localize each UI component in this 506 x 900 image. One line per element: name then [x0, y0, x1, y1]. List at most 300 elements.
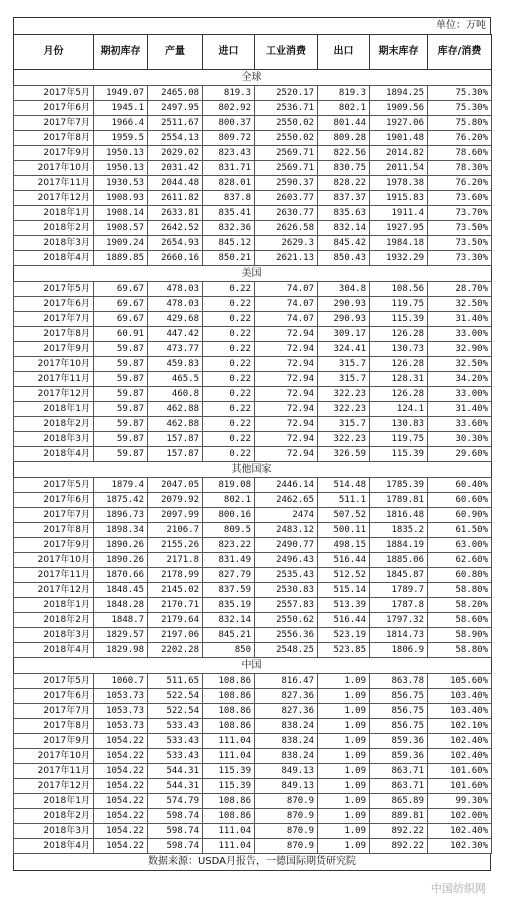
month-cell: 2017年6月	[14, 297, 94, 312]
value-cell: 837.59	[203, 583, 255, 598]
value-cell: 103.40%	[428, 704, 492, 719]
value-cell: 115.39	[203, 764, 255, 779]
value-cell: 76.20%	[428, 131, 492, 146]
table-row	[14, 794, 492, 809]
value-cell: 831.49	[203, 553, 255, 568]
value-cell: 1.09	[318, 749, 370, 764]
value-cell: 60.91	[94, 327, 148, 342]
value-cell: 870.9	[255, 824, 318, 839]
value-cell: 2621.13	[255, 251, 318, 266]
unit-label: 单位：万吨	[13, 17, 491, 34]
value-cell: 1848.45	[94, 583, 148, 598]
value-cell: 800.37	[203, 116, 255, 131]
value-cell: 809.5	[203, 523, 255, 538]
value-cell: 33.00%	[428, 327, 492, 342]
value-cell: 1927.95	[370, 221, 428, 236]
value-cell: 72.94	[255, 402, 318, 417]
value-cell: 99.30%	[428, 794, 492, 809]
month-cell: 2018年2月	[14, 613, 94, 628]
value-cell: 892.22	[370, 824, 428, 839]
month-cell: 2017年12月	[14, 779, 94, 794]
value-cell: 32.50%	[428, 357, 492, 372]
section-title: 全球	[14, 70, 492, 86]
value-cell: 835.19	[203, 598, 255, 613]
header-production: 产量	[148, 35, 203, 70]
value-cell: 838.24	[255, 734, 318, 749]
value-cell: 849.13	[255, 779, 318, 794]
value-cell: 2590.37	[255, 176, 318, 191]
value-cell: 29.60%	[428, 447, 492, 462]
value-cell: 1054.22	[94, 764, 148, 779]
value-cell: 2535.43	[255, 568, 318, 583]
value-cell: 75.30%	[428, 101, 492, 116]
month-cell: 2018年4月	[14, 251, 94, 266]
month-cell: 2018年4月	[14, 643, 94, 658]
value-cell: 34.20%	[428, 372, 492, 387]
value-cell: 859.36	[370, 734, 428, 749]
table-row	[14, 523, 492, 538]
value-cell: 2474	[255, 508, 318, 523]
value-cell: 859.36	[370, 749, 428, 764]
table-row	[14, 176, 492, 191]
value-cell: 1787.8	[370, 598, 428, 613]
value-cell: 1789.7	[370, 583, 428, 598]
value-cell: 2202.28	[148, 643, 203, 658]
value-cell: 1835.2	[370, 523, 428, 538]
header-exports: 出口	[318, 35, 370, 70]
month-cell: 2017年11月	[14, 764, 94, 779]
value-cell: 801.44	[318, 116, 370, 131]
value-cell: 108.86	[203, 689, 255, 704]
value-cell: 322.23	[318, 432, 370, 447]
value-cell: 511.65	[148, 674, 203, 689]
month-cell: 2018年2月	[14, 221, 94, 236]
value-cell: 523.19	[318, 628, 370, 643]
value-cell: 856.75	[370, 689, 428, 704]
month-cell: 2017年10月	[14, 749, 94, 764]
value-cell: 1909.24	[94, 236, 148, 251]
table-row	[14, 191, 492, 206]
value-cell: 315.7	[318, 357, 370, 372]
value-cell: 0.22	[203, 387, 255, 402]
value-cell: 1.09	[318, 839, 370, 854]
month-cell: 2017年12月	[14, 387, 94, 402]
value-cell: 837.8	[203, 191, 255, 206]
section-title: 美国	[14, 266, 492, 282]
value-cell: 1.09	[318, 689, 370, 704]
value-cell: 72.94	[255, 372, 318, 387]
table-row	[14, 719, 492, 734]
section-row	[14, 266, 492, 282]
table-row	[14, 628, 492, 643]
month-cell: 2017年10月	[14, 161, 94, 176]
table-row	[14, 689, 492, 704]
table-row	[14, 236, 492, 251]
month-cell: 2017年8月	[14, 327, 94, 342]
value-cell: 1894.25	[370, 86, 428, 101]
value-cell: 59.87	[94, 432, 148, 447]
table-row	[14, 161, 492, 176]
value-cell: 478.03	[148, 282, 203, 297]
month-cell: 2017年5月	[14, 478, 94, 493]
value-cell: 850.21	[203, 251, 255, 266]
table-row	[14, 116, 492, 131]
month-cell: 2018年1月	[14, 206, 94, 221]
value-cell: 322.23	[318, 387, 370, 402]
value-cell: 102.40%	[428, 824, 492, 839]
value-cell: 2097.99	[148, 508, 203, 523]
month-cell: 2017年10月	[14, 553, 94, 568]
value-cell: 849.13	[255, 764, 318, 779]
value-cell: 103.40%	[428, 689, 492, 704]
value-cell: 72.94	[255, 447, 318, 462]
value-cell: 823.22	[203, 538, 255, 553]
value-cell: 0.22	[203, 342, 255, 357]
value-cell: 73.70%	[428, 206, 492, 221]
month-cell: 2017年7月	[14, 116, 94, 131]
value-cell: 108.86	[203, 794, 255, 809]
value-cell: 1054.22	[94, 734, 148, 749]
table-row	[14, 493, 492, 508]
value-cell: 460.8	[148, 387, 203, 402]
value-cell: 2536.71	[255, 101, 318, 116]
value-cell: 870.9	[255, 839, 318, 854]
value-cell: 33.60%	[428, 417, 492, 432]
value-cell: 856.75	[370, 719, 428, 734]
header-ending-stock: 期末库存	[370, 35, 428, 70]
value-cell: 78.30%	[428, 161, 492, 176]
month-cell: 2018年1月	[14, 402, 94, 417]
value-cell: 2569.71	[255, 146, 318, 161]
value-cell: 73.50%	[428, 236, 492, 251]
value-cell: 598.74	[148, 824, 203, 839]
value-cell: 2179.64	[148, 613, 203, 628]
value-cell: 157.87	[148, 432, 203, 447]
month-cell: 2018年1月	[14, 598, 94, 613]
value-cell: 2642.52	[148, 221, 203, 236]
value-cell: 105.60%	[428, 674, 492, 689]
table-row	[14, 327, 492, 342]
value-cell: 515.14	[318, 583, 370, 598]
value-cell: 816.47	[255, 674, 318, 689]
value-cell: 102.40%	[428, 749, 492, 764]
value-cell: 322.23	[318, 402, 370, 417]
value-cell: 544.31	[148, 764, 203, 779]
month-cell: 2017年10月	[14, 357, 94, 372]
value-cell: 1053.73	[94, 689, 148, 704]
value-cell: 819.08	[203, 478, 255, 493]
table-row	[14, 387, 492, 402]
value-cell: 827.36	[255, 689, 318, 704]
value-cell: 498.15	[318, 538, 370, 553]
value-cell: 2548.25	[255, 643, 318, 658]
month-cell: 2017年8月	[14, 131, 94, 146]
value-cell: 2626.58	[255, 221, 318, 236]
month-cell: 2017年11月	[14, 568, 94, 583]
table-row	[14, 674, 492, 689]
header-consumption: 工业消费	[255, 35, 318, 70]
table-body	[14, 70, 492, 854]
table-row	[14, 839, 492, 854]
value-cell: 72.94	[255, 432, 318, 447]
value-cell: 2497.95	[148, 101, 203, 116]
value-cell: 101.60%	[428, 764, 492, 779]
value-cell: 73.30%	[428, 251, 492, 266]
value-cell: 102.40%	[428, 734, 492, 749]
header-row	[14, 35, 492, 70]
value-cell: 516.44	[318, 613, 370, 628]
value-cell: 544.31	[148, 779, 203, 794]
value-cell: 838.24	[255, 719, 318, 734]
value-cell: 516.44	[318, 553, 370, 568]
month-cell: 2018年2月	[14, 809, 94, 824]
value-cell: 832.14	[318, 221, 370, 236]
value-cell: 1908.57	[94, 221, 148, 236]
table-row	[14, 809, 492, 824]
value-cell: 522.54	[148, 689, 203, 704]
value-cell: 832.14	[203, 613, 255, 628]
stock-table-sheet	[13, 17, 491, 871]
value-cell: 514.48	[318, 478, 370, 493]
value-cell: 31.40%	[428, 402, 492, 417]
value-cell: 1932.29	[370, 251, 428, 266]
value-cell: 290.93	[318, 297, 370, 312]
value-cell: 2550.62	[255, 613, 318, 628]
table-row	[14, 131, 492, 146]
value-cell: 1896.73	[94, 508, 148, 523]
value-cell: 32.90%	[428, 342, 492, 357]
value-cell: 1829.98	[94, 643, 148, 658]
value-cell: 1890.26	[94, 553, 148, 568]
value-cell: 62.60%	[428, 553, 492, 568]
value-cell: 1054.22	[94, 794, 148, 809]
value-cell: 59.87	[94, 387, 148, 402]
value-cell: 892.22	[370, 839, 428, 854]
section-title: 其他国家	[14, 462, 492, 478]
value-cell: 108.86	[203, 704, 255, 719]
value-cell: 2490.77	[255, 538, 318, 553]
month-cell: 2018年3月	[14, 236, 94, 251]
value-cell: 1966.4	[94, 116, 148, 131]
value-cell: 101.60%	[428, 779, 492, 794]
value-cell: 865.89	[370, 794, 428, 809]
value-cell: 130.73	[370, 342, 428, 357]
value-cell: 429.68	[148, 312, 203, 327]
value-cell: 2178.99	[148, 568, 203, 583]
value-cell: 73.50%	[428, 221, 492, 236]
month-cell: 2017年7月	[14, 312, 94, 327]
value-cell: 1816.48	[370, 508, 428, 523]
value-cell: 31.40%	[428, 312, 492, 327]
value-cell: 2550.02	[255, 131, 318, 146]
value-cell: 2520.17	[255, 86, 318, 101]
month-cell: 2017年11月	[14, 176, 94, 191]
value-cell: 1909.56	[370, 101, 428, 116]
value-cell: 1950.13	[94, 161, 148, 176]
value-cell: 59.87	[94, 417, 148, 432]
value-cell: 2633.81	[148, 206, 203, 221]
value-cell: 1054.22	[94, 824, 148, 839]
value-cell: 69.67	[94, 312, 148, 327]
value-cell: 533.43	[148, 719, 203, 734]
value-cell: 0.22	[203, 417, 255, 432]
value-cell: 0.22	[203, 312, 255, 327]
value-cell: 1.09	[318, 704, 370, 719]
value-cell: 522.54	[148, 704, 203, 719]
value-cell: 1054.22	[94, 779, 148, 794]
value-cell: 1814.73	[370, 628, 428, 643]
value-cell: 2170.71	[148, 598, 203, 613]
value-cell: 2569.71	[255, 161, 318, 176]
value-cell: 2557.83	[255, 598, 318, 613]
value-cell: 128.31	[370, 372, 428, 387]
value-cell: 72.94	[255, 357, 318, 372]
table-row	[14, 402, 492, 417]
value-cell: 115.39	[203, 779, 255, 794]
value-cell: 72.94	[255, 327, 318, 342]
value-cell: 2530.83	[255, 583, 318, 598]
table-row	[14, 704, 492, 719]
value-cell: 1.09	[318, 779, 370, 794]
value-cell: 459.83	[148, 357, 203, 372]
value-cell: 0.22	[203, 357, 255, 372]
value-cell: 889.81	[370, 809, 428, 824]
value-cell: 863.78	[370, 674, 428, 689]
value-cell: 0.22	[203, 432, 255, 447]
value-cell: 802.92	[203, 101, 255, 116]
value-cell: 309.17	[318, 327, 370, 342]
value-cell: 60.60%	[428, 493, 492, 508]
value-cell: 102.30%	[428, 839, 492, 854]
value-cell: 75.80%	[428, 116, 492, 131]
value-cell: 74.07	[255, 312, 318, 327]
value-cell: 1915.83	[370, 191, 428, 206]
value-cell: 2511.67	[148, 116, 203, 131]
value-cell: 115.39	[370, 447, 428, 462]
table-row	[14, 372, 492, 387]
month-cell: 2017年11月	[14, 372, 94, 387]
value-cell: 0.22	[203, 282, 255, 297]
value-cell: 2011.54	[370, 161, 428, 176]
value-cell: 1.09	[318, 794, 370, 809]
value-cell: 2556.36	[255, 628, 318, 643]
table-row	[14, 824, 492, 839]
value-cell: 1845.87	[370, 568, 428, 583]
value-cell: 324.41	[318, 342, 370, 357]
header-month: 月份	[14, 35, 94, 70]
section-row	[14, 462, 492, 478]
value-cell: 819.3	[318, 86, 370, 101]
value-cell: 2462.65	[255, 493, 318, 508]
value-cell: 1870.66	[94, 568, 148, 583]
month-cell: 2017年5月	[14, 86, 94, 101]
value-cell: 809.28	[318, 131, 370, 146]
value-cell: 119.75	[370, 432, 428, 447]
value-cell: 822.56	[318, 146, 370, 161]
value-cell: 533.43	[148, 749, 203, 764]
value-cell: 845.21	[203, 628, 255, 643]
value-cell: 2496.43	[255, 553, 318, 568]
value-cell: 111.04	[203, 749, 255, 764]
value-cell: 108.86	[203, 674, 255, 689]
table-row	[14, 432, 492, 447]
value-cell: 30.30%	[428, 432, 492, 447]
value-cell: 507.52	[318, 508, 370, 523]
value-cell: 2446.14	[255, 478, 318, 493]
value-cell: 1.09	[318, 764, 370, 779]
value-cell: 838.24	[255, 749, 318, 764]
month-cell: 2017年12月	[14, 191, 94, 206]
value-cell: 1890.26	[94, 538, 148, 553]
value-cell: 473.77	[148, 342, 203, 357]
value-cell: 2465.08	[148, 86, 203, 101]
month-cell: 2018年3月	[14, 824, 94, 839]
value-cell: 478.03	[148, 297, 203, 312]
value-cell: 870.9	[255, 809, 318, 824]
value-cell: 58.90%	[428, 628, 492, 643]
value-cell: 108.86	[203, 809, 255, 824]
value-cell: 830.75	[318, 161, 370, 176]
value-cell: 60.40%	[428, 478, 492, 493]
header-stock-ratio: 库存/消费	[428, 35, 492, 70]
value-cell: 1984.18	[370, 236, 428, 251]
value-cell: 1.09	[318, 719, 370, 734]
header-imports: 进口	[203, 35, 255, 70]
value-cell: 108.86	[203, 719, 255, 734]
month-cell: 2018年3月	[14, 432, 94, 447]
value-cell: 1848.28	[94, 598, 148, 613]
value-cell: 1945.1	[94, 101, 148, 116]
value-cell: 304.8	[318, 282, 370, 297]
value-cell: 1.09	[318, 734, 370, 749]
month-cell: 2017年9月	[14, 538, 94, 553]
value-cell: 512.52	[318, 568, 370, 583]
value-cell: 827.79	[203, 568, 255, 583]
value-cell: 1053.73	[94, 704, 148, 719]
value-cell: 837.37	[318, 191, 370, 206]
table-row	[14, 613, 492, 628]
value-cell: 800.16	[203, 508, 255, 523]
table-row	[14, 478, 492, 493]
value-cell: 835.41	[203, 206, 255, 221]
value-cell: 2031.42	[148, 161, 203, 176]
month-cell: 2017年9月	[14, 342, 94, 357]
value-cell: 78.60%	[428, 146, 492, 161]
value-cell: 2014.82	[370, 146, 428, 161]
value-cell: 2654.93	[148, 236, 203, 251]
value-cell: 111.04	[203, 734, 255, 749]
table-row	[14, 598, 492, 613]
value-cell: 72.94	[255, 342, 318, 357]
value-cell: 2047.05	[148, 478, 203, 493]
value-cell: 1054.22	[94, 839, 148, 854]
value-cell: 832.36	[203, 221, 255, 236]
value-cell: 58.80%	[428, 583, 492, 598]
value-cell: 447.42	[148, 327, 203, 342]
value-cell: 1901.48	[370, 131, 428, 146]
value-cell: 108.56	[370, 282, 428, 297]
value-cell: 1908.93	[94, 191, 148, 206]
value-cell: 157.87	[148, 447, 203, 462]
value-cell: 58.60%	[428, 613, 492, 628]
value-cell: 69.67	[94, 297, 148, 312]
value-cell: 0.22	[203, 372, 255, 387]
value-cell: 802.1	[318, 101, 370, 116]
value-cell: 2029.02	[148, 146, 203, 161]
value-cell: 59.87	[94, 402, 148, 417]
value-cell: 126.28	[370, 387, 428, 402]
table-row	[14, 749, 492, 764]
